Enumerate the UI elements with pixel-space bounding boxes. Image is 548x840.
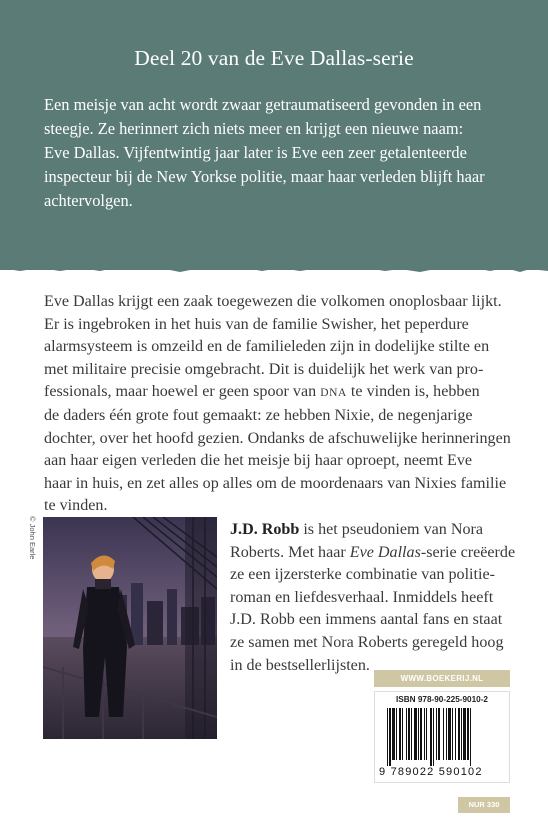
blurb-line: Eve Dallas krijgt een zaak toegewezen die volkomen onoplosbaar lijkt.: [44, 293, 502, 310]
barcode-bar: [426, 708, 427, 760]
barcode-bar: [467, 708, 469, 760]
bio-line: ze een ijzersterke combinatie van politie-: [230, 566, 495, 584]
bio-line: [230, 542, 520, 565]
bio-line: [230, 519, 520, 542]
barcode-bar: [396, 708, 397, 760]
bio-line: J.D. Robb een immens aantal fans en staat: [230, 611, 503, 629]
blurb-line: dochter, over het hoofd gezien. Ondanks de afschuwelijke herinneringen: [44, 429, 511, 447]
bio-line: in de bestsellerlijsten.: [230, 656, 370, 674]
intro-paragraph: [44, 93, 514, 213]
bio-line: roman en liefdesverhaal. Inmiddels heeft: [230, 588, 494, 606]
bio-fragment: -serie creëerde: [420, 543, 516, 561]
barcode-bar: [443, 708, 444, 760]
barcode-bar: [430, 708, 432, 766]
barcode-bar: [399, 708, 401, 760]
barcode-bar: [458, 708, 460, 760]
isbn-number: ISBN 978-90-225-9010-2: [396, 695, 488, 704]
barcode-bar: [420, 708, 422, 760]
intro-line: Een meisje van acht wordt zwaar getraumatiseerd gevonden in een: [44, 95, 482, 114]
barcode-bar: [387, 708, 388, 766]
intro-line: inspecteur bij de New Yorkse politie, maar haar verleden blijft haar: [44, 167, 485, 186]
barcode-bar: [418, 708, 419, 760]
author-photo-illustration: [43, 517, 217, 739]
blurb-line: [44, 381, 514, 405]
blurb-line: Er is ingebroken in het huis van de familie Swisher, het peperdure: [44, 315, 469, 333]
author-bio: [230, 519, 520, 677]
barcode-bar: [463, 708, 466, 760]
blurb-line: te vinden.: [44, 497, 108, 515]
blurb-line: haar in huis, en zet alles op alles om de moordenaars van Nixies familie: [44, 474, 507, 492]
barcode-bar: [448, 708, 451, 760]
author-photo: [43, 517, 217, 739]
barcode-panel: [374, 670, 510, 822]
barcode-bar: [389, 708, 391, 766]
blurb-line: met militaire precisie omgebracht. Dit is duidelijk het werk van pro-: [44, 360, 484, 378]
blurb-line: alarmsysteem is omzeild en de familieleden zijn in dodelijke stilte en: [44, 338, 490, 356]
barcode-bar: [408, 708, 410, 760]
barcode-bar: [406, 708, 407, 760]
barcode-bar: [470, 708, 471, 766]
barcode-bar: [402, 708, 403, 760]
blurb-fragment: te vinden is, hebben: [346, 383, 480, 401]
barcode-bar: [446, 708, 447, 760]
barcode-bars: [385, 708, 501, 766]
nur-code: NUR 330: [458, 797, 510, 813]
photo-credit: [26, 516, 38, 586]
series-name-italic: Eve Dallas: [349, 543, 421, 561]
barcode-bar: [414, 708, 417, 760]
barcode-bar: [411, 708, 412, 760]
bio-fragment: is het pseudoniem van Nora: [299, 521, 484, 538]
isbn-box: [374, 691, 510, 783]
barcode-bar: [424, 708, 425, 760]
barcode-bar: [433, 708, 434, 766]
author-name: J.D. Robb: [230, 521, 300, 538]
barcode-bar: [455, 708, 456, 760]
intro-line: Eve Dallas. Vijfentwintig jaar later is Eve een zeer getalenteerde: [44, 143, 467, 162]
intro-line: steegje. Ze herinnert zich niets meer en krijgt een nieuwe naam:: [44, 119, 464, 138]
barcode-digits: 9 789022 590102: [379, 766, 483, 778]
barcode-bar: [461, 708, 462, 760]
band-torn-edge: [0, 262, 548, 278]
photo-credit-text: © John Earle: [28, 516, 37, 560]
barcode-bar: [436, 708, 437, 760]
publisher-website: WWW.BOEKERIJ.NL: [374, 670, 510, 687]
blurb-line: aan haar eigen verleden die het meisje bij haar oproept, neemt Eve: [44, 452, 473, 470]
blurb-paragraph: [44, 291, 514, 518]
intro-line: achtervolgen.: [44, 191, 133, 210]
blurb-fragment: fessionals, maar hoewel er geen spoor van: [44, 383, 321, 401]
bio-line: ze samen met Nora Roberts geregeld hoog: [230, 633, 504, 651]
dna-smallcaps: DNA: [320, 387, 347, 400]
barcode-bar: [438, 708, 440, 760]
barcode-bar: [452, 708, 453, 760]
series-title: Deel 20 van de Eve Dallas-serie: [134, 46, 414, 70]
bio-fragment: Roberts. Met haar: [230, 543, 350, 561]
blurb-line: de daders één grote fout gemaakt: ze hebben Nixie, de negenjarige: [44, 406, 473, 424]
barcode-bar: [392, 708, 395, 760]
